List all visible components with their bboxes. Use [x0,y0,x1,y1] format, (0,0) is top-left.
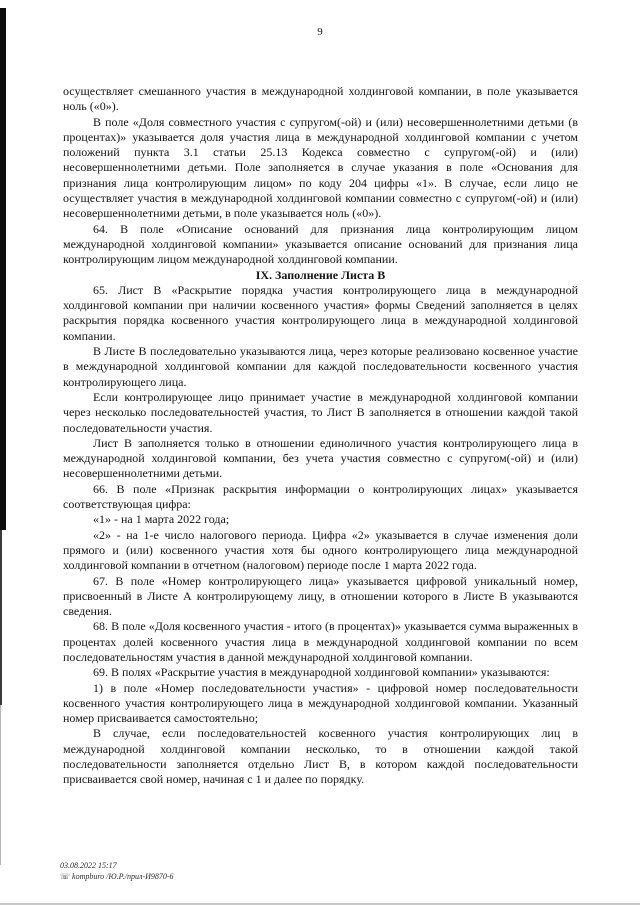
document-body [63,84,578,788]
body-paragraph: 66. В поле «Признак раскрытия информации о контролирующих лицах» указывается соответствующая цифра: [63,481,578,512]
scan-artifact-left-mid [0,530,2,705]
body-paragraph: В случае, если последовательностей косвенного участия контролирующих лиц в международной холдинговой компании несколько, то в отношении каждой такой последовательности заполняется отдельно Лист В, в котором каждой последовательности присваивается свой номер, начиная с 1 и далее по порядку. [63,726,578,787]
body-paragraph: «2» - на 1-е число налогового периода. Цифра «2» указывается в случае изменения доли прямого и (или) косвенного участия хотя бы одного контролирующего лица международной холдинговой компании в отчетном (налоговом) периоде после 1 марта 2022 года. [63,527,578,573]
body-paragraph: 69. В полях «Раскрытие участия в международной холдинговой компании» указываются: [93,665,550,680]
body-paragraph: осуществляет смешанного участия в международной холдинговой компании, в поле указывается ноль («0»). [63,84,578,114]
body-paragraph: Если контролирующее лицо принимает участие в международной холдинговой компании через несколько последовательностей участия, то Лист В заполняется в отношении каждой такой последовательности участия. [63,389,578,435]
body-paragraph: «1» - на 1 марта 2022 года; [93,512,230,527]
scan-artifact-left-top [0,8,6,530]
footer-stamp [60,860,174,882]
scan-artifact-left-low [0,705,1,865]
body-paragraph: 65. Лист В «Раскрытие порядка участия контролирующего лица в международной холдинговой компании при наличии косвенного участия» формы Сведений заполняется в целях раскрытия порядка косвенного участия контролирующего лица в международной холдинговой компании. [63,282,578,343]
body-paragraph: 67. В поле «Номер контролирующего лица» указывается цифровой уникальный номер, присвоенный в Листе А контролирующему лицу, в отношении которого в Листе В указываются сведения. [63,573,578,619]
print-timestamp: 03.08.2022 15:17 [60,861,117,870]
body-paragraph: В поле «Доля совместного участия с супругом(-ой) и (или) несовершеннолетними детьми (в процентах)» указывается доля участия лица в международной холдинговой компании с учетом положений пункта 3.1 статьи 25.13 Кодекса совместно с супругом(-ой) и (или) несовершеннолетними детьми. Поле заполняется в случае указания в поле «Основания для признания лица контролирующим лицом» по коду 204 цифры «1». В случае, если лицо не осуществляет участия в международной холдинговой компании совместно с супругом(-ой) и (или) несовершеннолетними детьми, в поле указывается ноль («0»). [63,114,578,221]
body-paragraph: Лист В заполняется только в отношении единоличного участия контролирующего лица в международной холдинговой компании, без учета участия совместно с супругом(-ой) и (или) несовершеннолетними детьми. [63,435,578,481]
page-number: 9 [317,26,323,38]
section-heading: IX. Заполнение Листа В [255,267,386,282]
stamp-line [60,871,174,882]
body-paragraph: 1) в поле «Номер последовательности участия» - цифровой номер последовательности косвенного участия контролирующего лица в международной холдинговой компании. Указанный номер присваивается самостоятельно; [63,680,578,726]
body-paragraph: 68. В поле «Доля косвенного участия - итого (в процентах)» указывается сумма выраженных в процентах долей косвенного участия лица в международной холдинговой компании по всем последовательностям участия в данной международной холдинговой компании. [63,619,578,664]
stamp-text: kompburo /Ю.Р./прил-И9870-6 [72,872,174,881]
body-paragraph: 64. В поле «Описание оснований для признания лица контролирующим лицом международной холдинговой компании» указывается описание оснований для признания лица контролирующим лицом международной холдинговой компании. [63,221,578,267]
fax-icon: ☏ [60,872,71,881]
body-paragraph: В Листе В последовательно указываются лица, через которые реализовано косвенное участие в международной холдинговой компании для каждой последовательности косвенного участия контролирующего лица. [63,344,578,389]
